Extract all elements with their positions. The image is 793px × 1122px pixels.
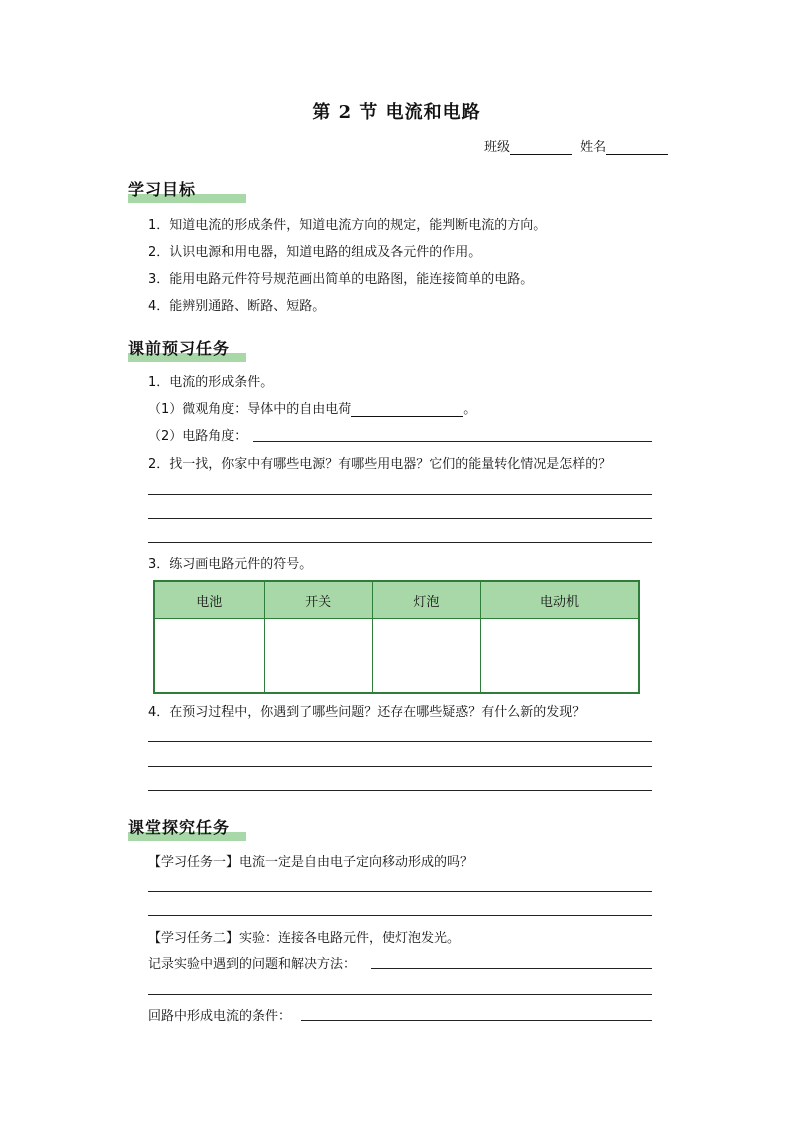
section-heading-explore [128,815,230,841]
record-label: 记录实验中遇到的问题和解决方法： [148,957,357,972]
goal-item: 1．知道电流的形成条件，知道电流方向的规定，能判断电流的方向。 [148,218,547,233]
question-1b: （2）电路角度： [148,429,248,444]
class-blank[interactable] [510,140,572,155]
table-header-cell: 开关 [264,581,372,619]
section-heading-goals [128,177,196,203]
name-label: 姓名 [580,140,607,155]
table-header-cell: 灯泡 [372,581,480,619]
answer-line[interactable] [148,994,652,995]
answer-line[interactable] [148,542,652,543]
answer-blank[interactable] [351,402,463,417]
answer-line[interactable] [253,441,652,442]
question-1a [148,398,476,417]
answer-line[interactable] [148,891,652,892]
goal-item: 2．认识电源和用电器，知道电路的组成及各元件的作用。 [148,245,482,260]
task-2: 【学习任务二】实验：连接各电路元件，使灯泡发光。 [148,931,461,946]
drawing-cell[interactable] [372,619,480,694]
question-2: 2．找一找，你家中有哪些电源？有哪些用电器？它们的能量转化情况是怎样的？ [148,457,612,472]
goal-item: 3．能用电路元件符号规范画出简单的电路图，能连接简单的电路。 [148,272,534,287]
drawing-cell[interactable] [480,619,639,694]
answer-line[interactable] [148,915,652,916]
goal-item: 4．能辨别通路、断路、短路。 [148,299,326,314]
name-blank[interactable] [606,140,668,155]
drawing-cell[interactable] [264,619,372,694]
drawing-cell[interactable] [154,619,264,694]
answer-line[interactable] [301,1020,652,1021]
section-heading-label: 学习目标 [128,180,197,199]
answer-line[interactable] [148,518,652,519]
class-label: 班级 [484,140,511,155]
table-header-row [154,581,639,619]
symbol-table [153,580,640,694]
table-row [154,619,639,694]
page-title: 第 2 节 电流和电路 [312,102,481,123]
answer-line[interactable] [371,968,652,969]
table-header-cell: 电动机 [480,581,639,619]
answer-line[interactable] [148,766,652,767]
section-heading-label: 课堂探究任务 [128,818,231,837]
section-heading-preview [128,336,230,362]
question-1: 1．电流的形成条件。 [148,375,274,390]
question-1a-text: （1）微观角度：导体中的自由电荷 [148,402,352,417]
question-4: 4．在预习过程中，你遇到了哪些问题？还存在哪些疑惑？有什么新的发现？ [148,705,586,720]
table-header-cell: 电池 [154,581,264,619]
question-1a-end: 。 [463,402,477,417]
section-heading-label: 课前预习任务 [128,339,231,358]
answer-line[interactable] [148,790,652,791]
answer-line[interactable] [148,741,652,742]
student-info [484,136,668,155]
question-3: 3．练习画电路元件的符号。 [148,557,313,572]
condition-label: 回路中形成电流的条件： [148,1009,292,1024]
task-1: 【学习任务一】电流一定是自由电子定向移动形成的吗？ [148,855,474,870]
answer-line[interactable] [148,494,652,495]
